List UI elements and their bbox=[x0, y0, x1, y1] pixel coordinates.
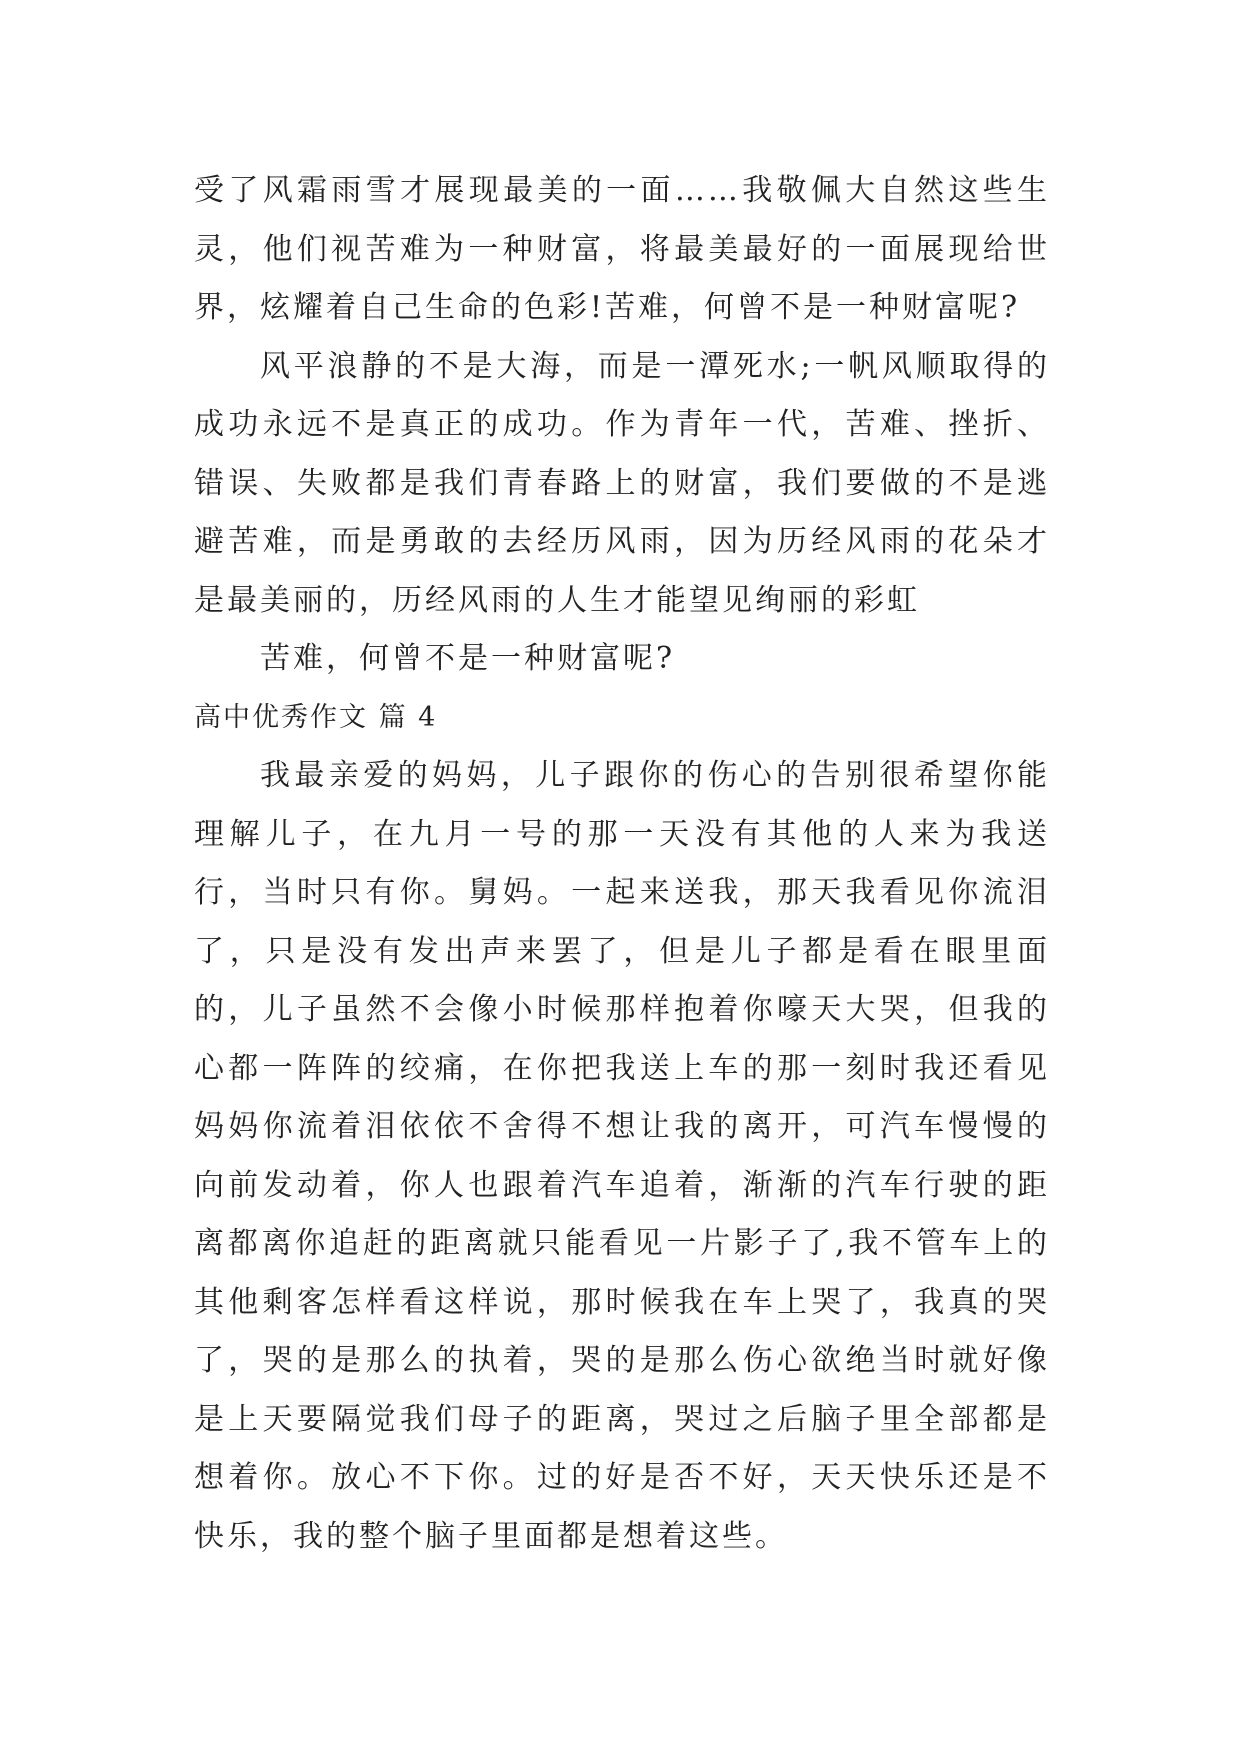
document-body bbox=[194, 162, 1050, 1566]
section-heading: 高中优秀作文 篇 4 bbox=[194, 701, 438, 733]
paragraph: 苦难，何曾不是一种财富呢? bbox=[260, 641, 676, 676]
paragraph: 受了风霜雨雪才展现最美的一面……我敬佩大自然这些生灵，他们视苦难为一种财富，将最美最好的一面展现给世界，炫耀着自己生命的色彩!苦难，何曾不是一种财富呢? bbox=[194, 173, 1050, 325]
paragraph: 我最亲爱的妈妈，儿子跟你的伤心的告别很希望你能理解儿子，在九月一号的那一天没有其他的人来为我送行，当时只有你。舅妈。一起来送我，那天我看见你流泪了，只是没有发出声来罢了，但是儿子都是看在眼里面的，儿子虽然不会像小时候那样抱着你嚎天大哭，但我的心都一阵阵的绞痛，在你把我送上车的那一刻时我还看见妈妈你流着泪依依不舍得不想让我的离开，可汽车慢慢的向前发动着，你人也跟着汽车追着，渐渐的汽车行驶的距离都离你追赶的距离就只能看见一片影子了,我不管车上的其他剩客怎样看这样说，那时候我在车上哭了，我真的哭了，哭的是那么的执着，哭的是那么伤心欲绝当时就好像是上天要隔觉我们母子的距离，哭过之后脑子里全部都是想着你。放心不下你。过的好是否不好，天天快乐还是不快乐，我的整个脑子里面都是想着这些。 bbox=[194, 758, 1050, 1554]
paragraph: 风平浪静的不是大海，而是一潭死水;一帆风顺取得的成功永远不是真正的成功。作为青年一代，苦难、挫折、错误、失败都是我们青春路上的财富，我们要做的不是逃避苦难，而是勇敢的去经历风雨，因为历经风雨的花朵才是最美丽的，历经风雨的人生才能望见绚丽的彩虹 bbox=[194, 348, 1050, 618]
